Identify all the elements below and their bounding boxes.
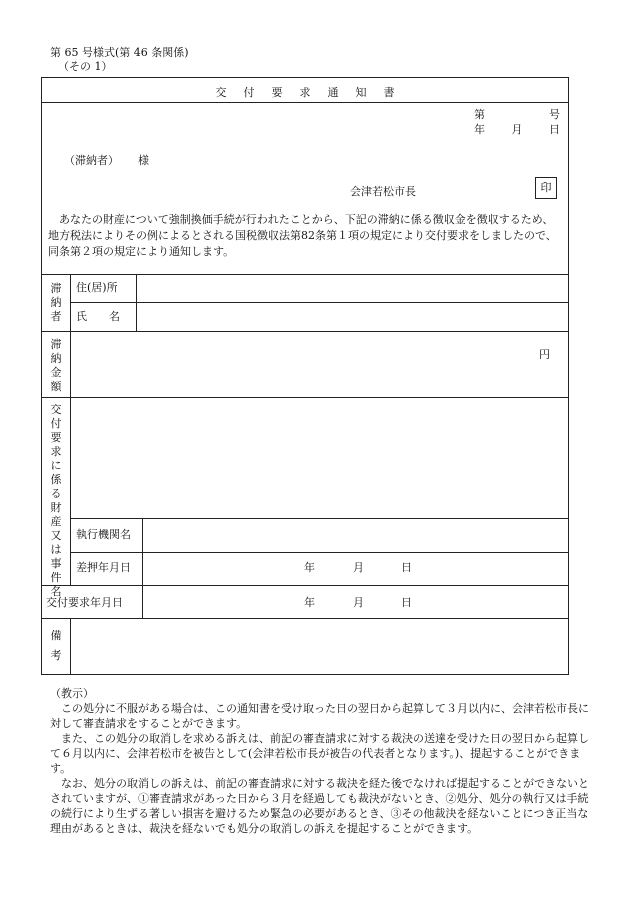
- table-top: [42, 274, 568, 275]
- property-bottom: [42, 585, 568, 586]
- notes-heading: （教示）: [50, 687, 94, 700]
- label-column-divider: [70, 274, 71, 585]
- request-date-day: 日: [401, 596, 412, 609]
- request-date-bottom: [42, 618, 568, 619]
- notes-item: また、この処分の取消しを求める訴えは、前記の審査請求に対する裁決の送達を受けた日の翌日から起算して６月以内に、会津若松市を被告として(会津若松市長が被告の代表者となります。)、提起することができます。: [50, 732, 589, 775]
- issuer-name: 会津若松市長: [350, 185, 416, 198]
- remarks-label: 備 考: [50, 629, 62, 662]
- form-subnumber: （その 1）: [58, 60, 113, 73]
- document-number-date: [474, 108, 560, 138]
- property-label: 交 付 要 求 に 係 る 財 産 又 は 事 件 名: [50, 403, 62, 598]
- instruction-notes: [50, 686, 590, 836]
- notice-form: [41, 77, 569, 675]
- document-date: 年 月 日: [474, 122, 560, 136]
- document-number: 第 号: [474, 108, 560, 121]
- form-number: 第 65 号様式(第 46 条関係): [50, 46, 189, 59]
- address-label: 住(居)所: [76, 281, 118, 294]
- amount-label: 滞 納 金 額: [50, 338, 62, 393]
- agency-bottom: [70, 552, 568, 553]
- amount-unit: 円: [539, 348, 550, 361]
- addressee-label: （滞納者）: [64, 154, 119, 167]
- seizure-date-day: 日: [401, 561, 412, 574]
- address-bottom: [70, 302, 568, 303]
- request-date-year: 年: [304, 596, 315, 609]
- request-date-label: 交付要求年月日: [46, 596, 123, 609]
- property-detail-bottom: [70, 518, 568, 519]
- seizure-date-year: 年: [304, 561, 315, 574]
- name-label: 氏 名: [76, 310, 120, 323]
- date-value-divider: [142, 518, 143, 618]
- honorific: 様: [138, 154, 149, 167]
- amount-bottom: [42, 397, 568, 398]
- notice-body: あなたの財産について強制換価手続が行われたことから、下記の滞納に係る徴収金を徴収するため、地方税法によりその例によるとされる国税徴収法第82条第１項の規定により交付要求をしましたので、同条第２項の規定により通知します。: [48, 213, 557, 258]
- taxpayer-bottom: [42, 331, 568, 332]
- exec-agency-label: 執行機関名: [76, 528, 131, 541]
- request-date-month: 月: [353, 596, 364, 609]
- notes-item: この処分に不服がある場合は、この通知書を受け取った日の翌日から起算して３月以内に、会津若松市長に対して審査請求をすることができます。: [50, 702, 589, 730]
- taxpayer-label: 滞 納 者: [50, 282, 62, 323]
- seal-box: 印: [535, 177, 557, 199]
- seizure-date-month: 月: [353, 561, 364, 574]
- remarks-column-divider: [70, 618, 71, 675]
- taxpayer-value-divider: [136, 274, 137, 331]
- seizure-date-label: 差押年月日: [76, 561, 131, 574]
- notes-item: なお、処分の取消しの訴えは、前記の審査請求に対する裁決を経た後でなければ提起することができないとされていますが、①審査請求があった日から３月を経過しても裁決がないとき、②処分、処分の執行又は手続の続行により生ずる著しい損害を避けるため緊急の必要があるとき、③その他裁決を経ないことにつき正当な理由があるときは、裁決を経ないでも処分の取消しの訴えを提起することができます。: [50, 777, 589, 835]
- form-title: 交付要求通知書: [215, 86, 412, 99]
- title-divider: [42, 102, 568, 103]
